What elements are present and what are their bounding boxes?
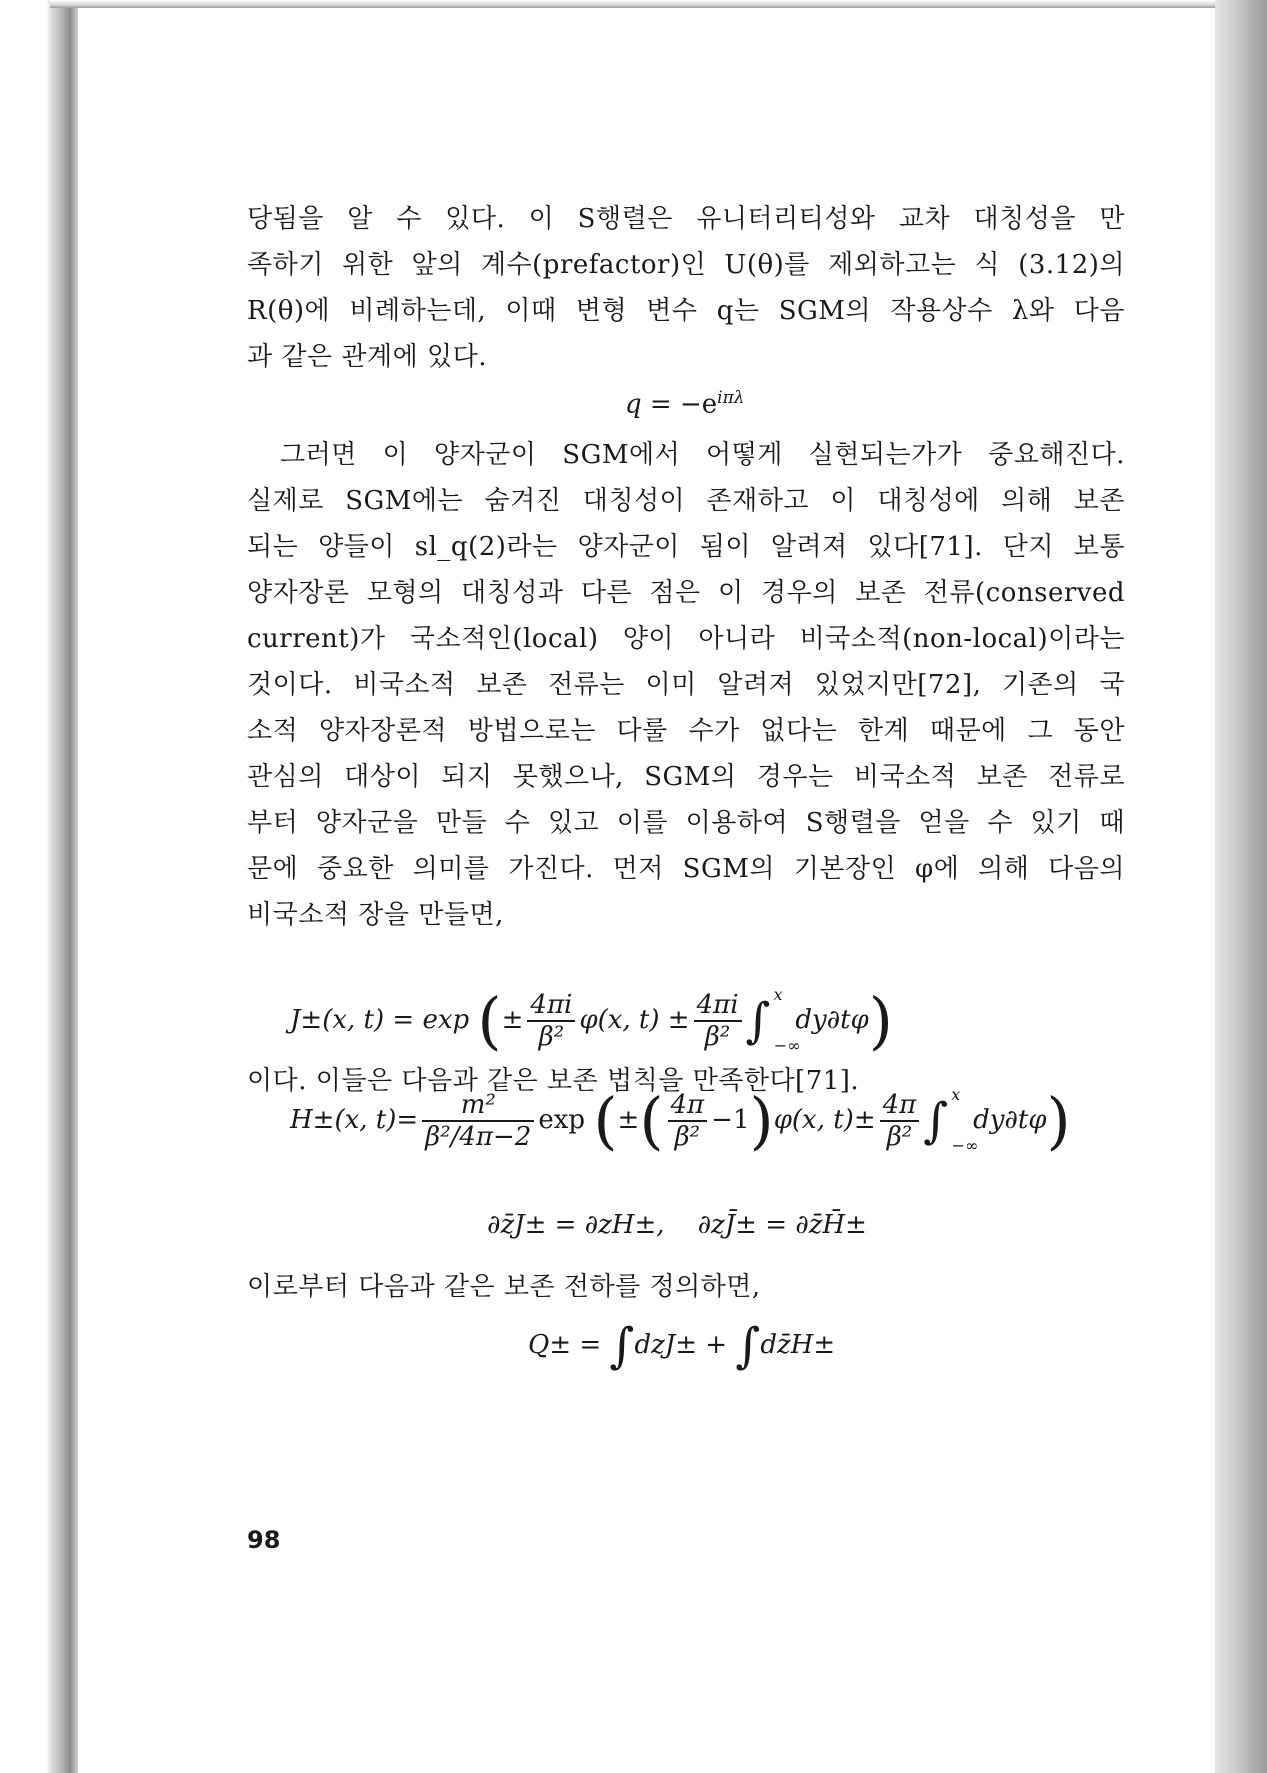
- plus-minus: ±: [617, 1105, 640, 1135]
- text-line: 소적 양자장론적 방법으로는 다룰 수가 없다는 한계 때문에 그 동안: [247, 716, 1125, 746]
- text-line: 비국소적 장을 만들면,: [247, 900, 504, 930]
- eq-term: φ(x, t)±: [773, 1105, 876, 1135]
- eq-lhs: J±(x, t) = exp: [290, 1005, 470, 1035]
- eq-lhs: Q± =: [528, 1330, 602, 1360]
- text-line: 족하기 위한 앞의 계수(prefactor)인 U(θ)를 제외하고는 식 (3.12)의: [247, 250, 1125, 280]
- text-line: 것이다. 비국소적 보존 전류는 이미 알려져 있었지만[72], 기존의 국: [247, 670, 1125, 700]
- book-right-edge: [1215, 0, 1267, 1773]
- eq-lhs: H±(x, t)=: [290, 1105, 419, 1135]
- integral-sign: ∫ x −∞: [745, 985, 801, 1055]
- eq-rhs: = −e: [649, 389, 718, 420]
- fraction: $\frac{4\pi}{\text{β²}}$: [880, 1090, 920, 1152]
- exp-label: exp: [538, 1105, 586, 1135]
- integrand: dy∂tφ: [973, 1105, 1047, 1135]
- fraction: $\frac{4\pi i}{\text{β²}}$: [694, 990, 742, 1052]
- book-left-edge: [0, 0, 78, 1773]
- integrand: dy∂tφ: [795, 1005, 869, 1035]
- text-line: 당됨을 알 수 있다. 이 S행렬은 유니터리티성와 교차 대칭성을 만: [247, 204, 1125, 234]
- equation-charge: [528, 1318, 835, 1374]
- text-line: 관심의 대상이 되지 못했으나, SGM의 경우는 비국소적 보존 전류로: [247, 762, 1125, 792]
- eq-term: φ(x, t) ±: [579, 1005, 690, 1035]
- book-top-edge: [50, 0, 1220, 8]
- page-number: 98: [247, 1526, 281, 1554]
- integral-sign: ∫ x −∞: [923, 1085, 979, 1155]
- right-paren: ): [868, 984, 893, 1057]
- text-line: 되는 양들이 sl_q(2)라는 양자군이 됨이 알려져 있다[71]. 단지 보통: [247, 532, 1125, 562]
- eq-term: −1: [711, 1105, 750, 1135]
- text-line: current)가 국소적인(local) 양이 아니라 비국소적(non-local)이라는: [247, 624, 1125, 654]
- text-line: R(θ)에 비례하는데, 이때 변형 변수 q는 SGM의 작용상수 λ와 다음: [247, 296, 1125, 326]
- left-paren: (: [593, 1084, 618, 1157]
- text-line: 양자장론 모형의 대칭성과 다른 점은 이 경우의 보존 전류(conserved: [247, 578, 1125, 608]
- eq-lhs: q: [625, 389, 642, 420]
- fraction: $\frac{4\pi i}{\text{β²}}$: [527, 990, 575, 1052]
- eq-term: dzJ± +: [634, 1330, 728, 1360]
- left-paren: (: [477, 984, 502, 1057]
- inner-right-paren: ): [749, 1084, 774, 1157]
- eq-exponent: iπλ: [717, 388, 745, 408]
- paragraph-3: 이다. 이들은 다음과 같은 보존 법칙을 만족한다[71].: [247, 1066, 860, 1096]
- equation-j: [290, 984, 893, 1057]
- right-paren: ): [1046, 1084, 1071, 1157]
- inner-left-paren: (: [639, 1084, 664, 1157]
- fraction: $\frac{4\pi}{\text{β²}}$: [668, 1090, 708, 1152]
- equation-q: [625, 388, 745, 420]
- text-line: 문에 중요한 의미를 가진다. 먼저 SGM의 기본장인 φ에 의해 다음의: [247, 854, 1125, 884]
- eq-term: dz̄H±: [760, 1330, 836, 1360]
- text-line: 실제로 SGM에는 숨겨진 대칭성이 존재하고 이 대칭성에 의해 보존: [247, 486, 1125, 516]
- text-line: 부터 양자군을 만들 수 있고 이를 이용하여 S행렬을 얻을 수 있기 때: [247, 808, 1125, 838]
- text-line: 그러면 이 양자군이 SGM에서 어떻게 실현되는가가 중요해진다.: [280, 440, 1125, 470]
- equation-conservation: [487, 1210, 867, 1240]
- paragraph-4: 이로부터 다음과 같은 보존 전하를 정의하면,: [247, 1272, 761, 1302]
- text-line: 과 같은 관계에 있다.: [247, 342, 487, 372]
- eq-part: ∂zJ̄± = ∂z̄H̄±: [697, 1210, 867, 1240]
- eq-part: ∂z̄J± = ∂zH±,: [487, 1210, 665, 1240]
- fraction: $\frac{\text{m²}}{\text{β²/4π−2}}$: [422, 1090, 534, 1152]
- plus-minus: ±: [501, 1005, 524, 1035]
- integral-sign: ∫: [609, 1318, 635, 1374]
- integral-sign: ∫: [735, 1318, 761, 1374]
